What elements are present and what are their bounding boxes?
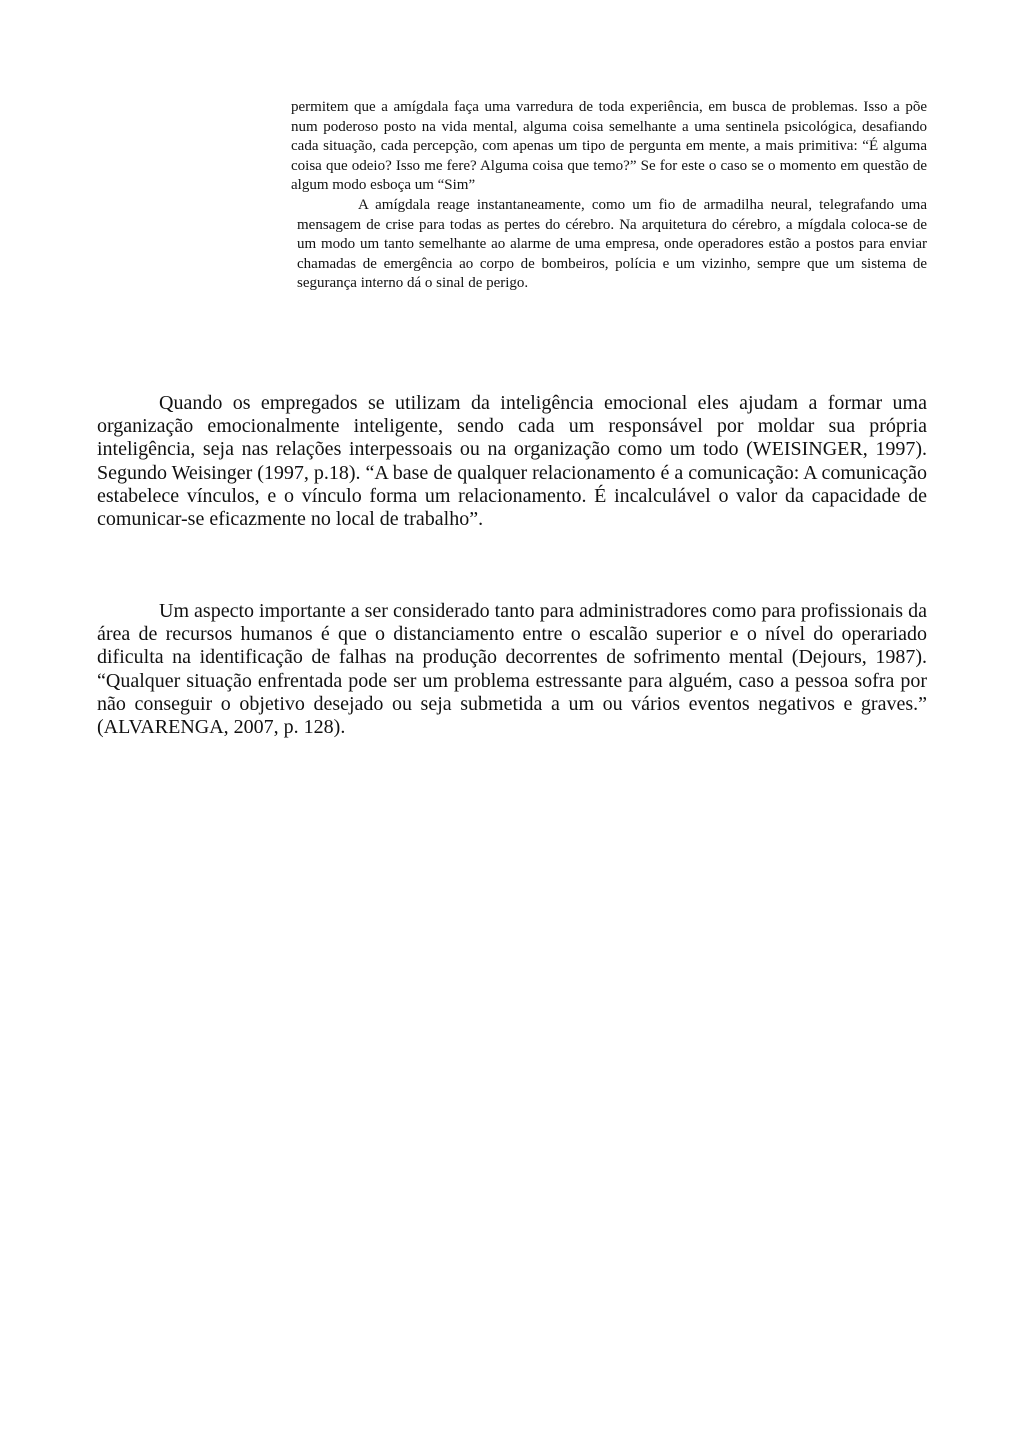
quote-paragraph-2: A amígdala reage instantaneamente, como um fio de armadilha neural, telegrafando uma mensagem de crise para todas as pertes do cérebro. Na arquitetura do cérebro, a mígdala coloca-se de um modo um tanto semelhante ao alarme de uma empresa, onde operadores estão a postos para enviar chamadas de emergência ao corpo de bombeiros, polícia e um vizinho, sempre que um sistema de segurança interno dá o sinal de perigo. (297, 196, 927, 292)
body-paragraph-1: Quando os empregados se utilizam da inteligência emocional eles ajudam a formar uma organização emocionalmente inteligente, sendo cada um responsável por moldar sua própria inteligência, seja nas relações interpessoais ou na organização como um todo (WEISINGER, 1997). Segundo Weisinger (1997, p.18). “A base de qualquer relacionamento é a comunicação: A comunicação estabelece vínculos, e o vínculo forma um relacionamento. É incalculável o valor da capacidade de comunicar-se eficazmente no local de trabalho”. (97, 392, 927, 531)
quote-paragraph-1: permitem que a amígdala faça uma varredura de toda experiência, em busca de problemas. Isso a põe num poderoso posto na vida mental, alguma coisa semelhante a uma sentinela psicológica, desafiando cada situação, cada percepção, com apenas um tipo de pergunta em mente, a mais primitiva: “É alguma coisa que odeio? Isso me fere? Alguma coisa que temo?” Se for este o caso se o momento em questão de algum modo esboça um “Sim” (291, 99, 927, 194)
body-paragraph-2: Um aspecto importante a ser considerado tanto para administradores como para profissionais da área de recursos humanos é que o distanciamento entre o escalão superior e o nível do operariado dificulta na identificação de falhas na produção decorrentes de sofrimento mental (Dejours, 1987). “Qualquer situação enfrentada pode ser um problema estressante para alguém, caso a pessoa sofra por não conseguir o objetivo desejado ou seja submetida a um ou vários eventos negativos e graves.” (ALVARENGA, 2007, p. 128). (97, 600, 927, 739)
block-quote (291, 98, 927, 294)
